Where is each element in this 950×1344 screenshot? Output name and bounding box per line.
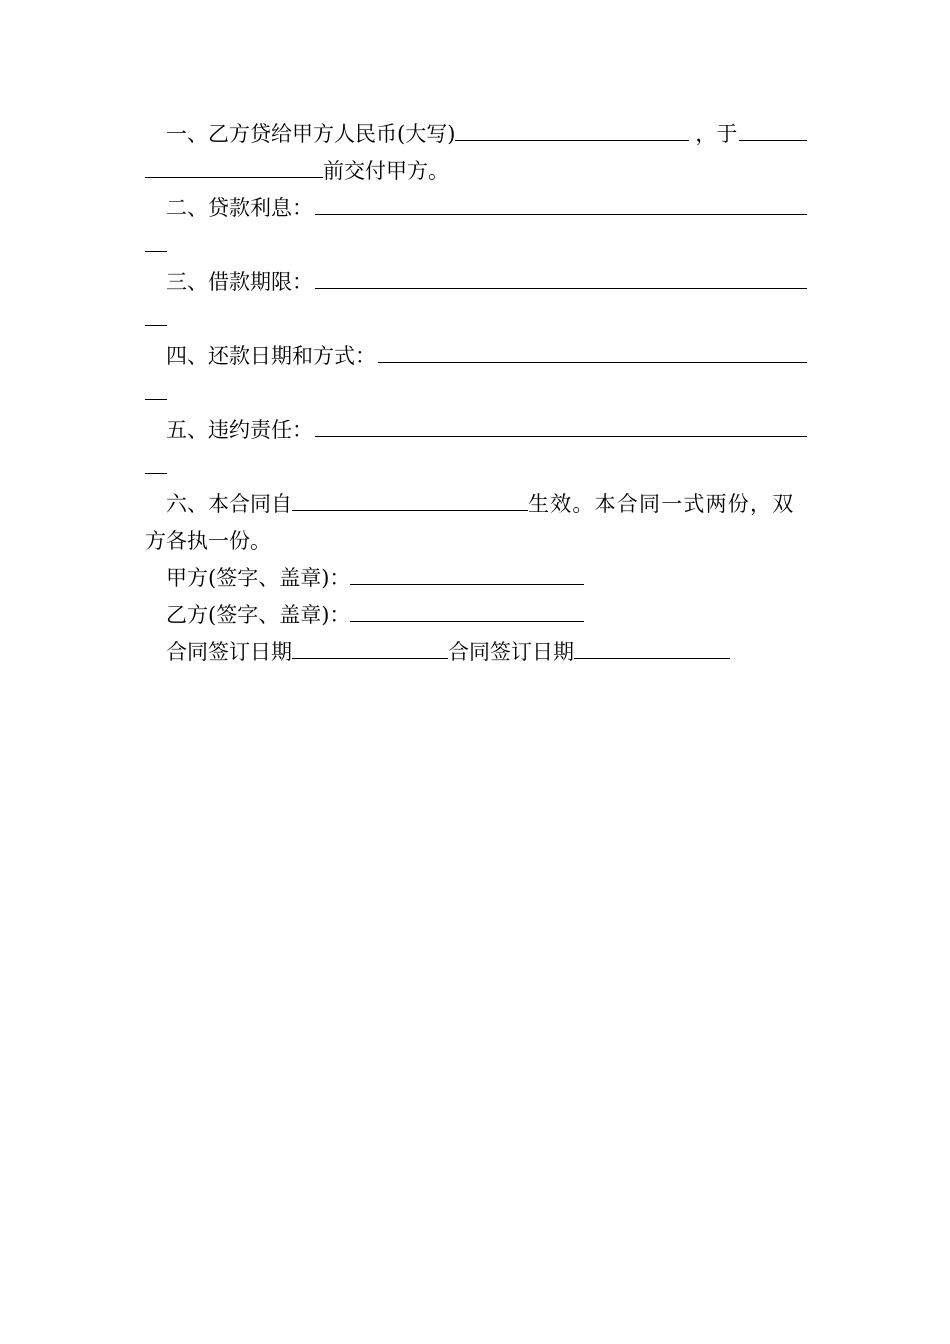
sign-date-blank-1[interactable] <box>292 638 448 659</box>
contract-body <box>145 116 807 671</box>
repayment-blank[interactable] <box>378 342 807 363</box>
interest-blank[interactable] <box>315 194 807 215</box>
clause-6-continuation: 方各执一份。 <box>145 529 271 553</box>
clause-6-prefix: 六、本合同自 <box>166 492 292 516</box>
party-b-label: 乙方(签字、盖章)： <box>166 603 351 627</box>
effective-date-blank[interactable] <box>292 490 528 511</box>
clause-4-label: 四、还款日期和方式： <box>166 344 376 368</box>
party-a-signature-blank[interactable] <box>350 564 584 585</box>
clause-3-line-1 <box>145 264 807 301</box>
clause-2-line-2 <box>145 227 807 264</box>
delivery-date-blank-2[interactable] <box>145 157 323 178</box>
clause-5-line-1 <box>145 412 807 449</box>
term-blank-tail[interactable] <box>145 305 167 326</box>
clause-1-suffix: 前交付甲方。 <box>323 159 449 183</box>
clause-6-line-2 <box>145 523 807 560</box>
clause-5-line-2 <box>145 449 807 486</box>
liability-blank-tail[interactable] <box>145 453 167 474</box>
repayment-blank-tail[interactable] <box>145 379 167 400</box>
clause-6-line-1 <box>145 486 807 523</box>
clause-1-prefix: 一、乙方贷给甲方人民币(大写) <box>166 122 456 146</box>
sign-date-label-1: 合同签订日期 <box>166 640 292 664</box>
party-a-line <box>145 560 807 597</box>
party-a-label: 甲方(签字、盖章)： <box>166 566 351 590</box>
liability-blank[interactable] <box>315 416 807 437</box>
delivery-date-blank-1[interactable] <box>739 120 807 141</box>
sign-date-line <box>145 634 807 671</box>
clause-2-line-1 <box>145 190 807 227</box>
clause-1-line-1 <box>145 116 807 153</box>
sign-date-label-2: 合同签订日期 <box>448 640 574 664</box>
sign-date-blank-2[interactable] <box>574 638 730 659</box>
amount-blank[interactable] <box>455 120 689 141</box>
clause-3-label: 三、借款期限： <box>166 270 313 294</box>
clause-5-label: 五、违约责任： <box>166 418 313 442</box>
interest-blank-tail[interactable] <box>145 231 167 252</box>
term-blank[interactable] <box>315 268 807 289</box>
clause-3-line-2 <box>145 301 807 338</box>
clause-6-suffix: 生效。本合同一式两份，双 <box>528 492 795 516</box>
clause-1-line-2 <box>145 153 807 190</box>
clause-4-line-1 <box>145 338 807 375</box>
party-b-line <box>145 597 807 634</box>
party-b-signature-blank[interactable] <box>350 601 584 622</box>
clause-2-label: 二、贷款利息： <box>166 196 313 220</box>
clause-4-line-2 <box>145 375 807 412</box>
clause-1-mid: ，于 <box>695 122 738 146</box>
